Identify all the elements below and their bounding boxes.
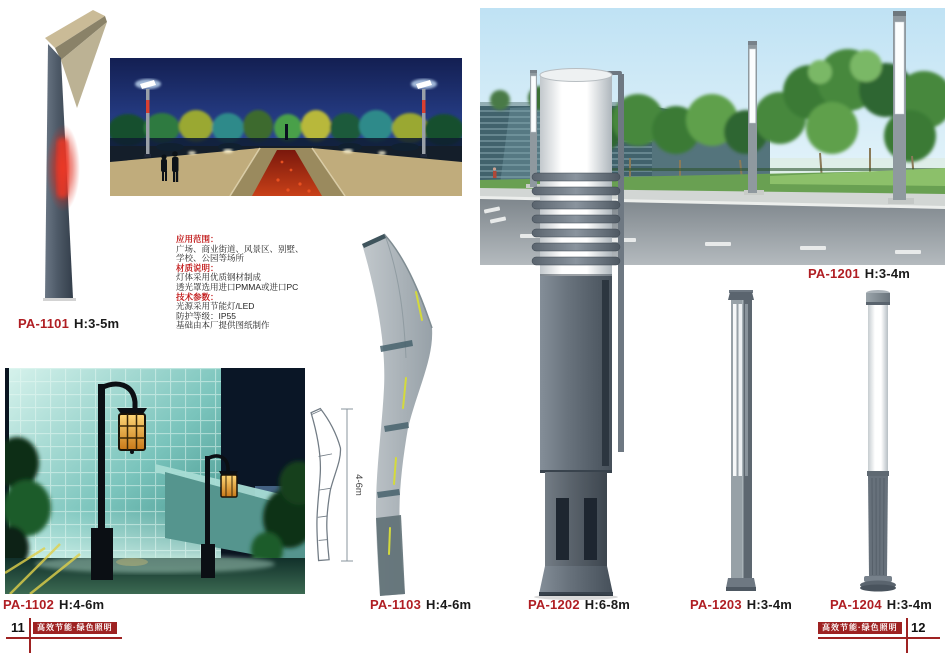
dimension-label: 4-6m <box>353 474 364 496</box>
product-height: H:3-5m <box>74 316 120 331</box>
product-height: H:3-4m <box>886 597 933 612</box>
pa1101-pole-drawing <box>15 8 125 313</box>
pa1103-render <box>300 228 445 596</box>
pa1103-outline-sketch <box>311 409 340 561</box>
pa1202-pole-drawing <box>518 60 660 600</box>
info-line: 灯体采用优质钢材制成 <box>176 272 262 283</box>
info-line: 基础由本厂提供图纸制作 <box>176 320 270 331</box>
product-model: PA-1202 <box>528 597 580 612</box>
pa1103-pole-drawing <box>300 228 445 596</box>
info-line: 学校、公园等场所 <box>176 253 245 264</box>
pa1102-scene-image <box>5 368 305 594</box>
pa1102-scene-photo <box>5 368 305 594</box>
product-model: PA-1203 <box>690 597 742 612</box>
night-park-photo <box>110 58 462 196</box>
product-model: PA-1101 <box>18 316 70 331</box>
product-label-pa1204 <box>830 597 932 612</box>
info-line: 广场、商业街道、风景区、别墅、 <box>176 243 304 254</box>
right-footer-underline <box>818 637 940 639</box>
info-heading-application: 应用范围： <box>176 234 219 244</box>
pedestrian-small <box>493 167 497 178</box>
pa1204-render <box>853 288 903 593</box>
product-label-pa1101 <box>18 316 119 331</box>
left-footer-divider <box>29 618 31 653</box>
product-label-pa1102 <box>3 597 104 612</box>
right-page-number: 12 <box>911 620 926 635</box>
info-line: 防护等级：IP55 <box>176 310 236 321</box>
left-page-number: 11 <box>11 620 25 635</box>
product-height: H:4-6m <box>426 597 472 612</box>
right-footer-slogan: 高效节能·绿色照明 <box>818 622 902 634</box>
product-model: PA-1103 <box>370 597 422 612</box>
pa1101-render <box>15 8 125 313</box>
product-height: H:6-8m <box>584 597 631 612</box>
product-height: H:3-4m <box>746 597 793 612</box>
left-footer-slogan: 高效节能·绿色照明 <box>33 622 117 634</box>
left-footer-underline <box>6 637 122 639</box>
pa1203-render <box>716 288 766 593</box>
product-height: H:3-4m <box>864 266 911 281</box>
info-line: 透光罩选用进口PMMA或进口PC <box>176 281 299 292</box>
product-model: PA-1204 <box>830 597 882 612</box>
pa1202-render <box>518 60 660 600</box>
product-height: H:4-6m <box>59 597 105 612</box>
product-label-pa1103 <box>370 597 471 612</box>
dimension-line <box>341 409 353 561</box>
product-model: PA-1201 <box>808 266 860 281</box>
info-line: 光源采用节能灯/LED <box>176 301 255 312</box>
info-heading-specs: 技术参数： <box>176 291 219 302</box>
product-label-pa1201 <box>808 266 910 281</box>
product-model: PA-1102 <box>3 597 55 612</box>
pa1203-pole-drawing <box>716 288 766 593</box>
pa1204-pole-drawing <box>853 288 903 593</box>
info-heading-material: 材质说明： <box>176 262 219 273</box>
night-park-photo-image <box>110 58 462 196</box>
product-label-pa1203 <box>690 597 792 612</box>
right-footer-divider <box>906 618 908 653</box>
louver-rings <box>532 173 620 265</box>
